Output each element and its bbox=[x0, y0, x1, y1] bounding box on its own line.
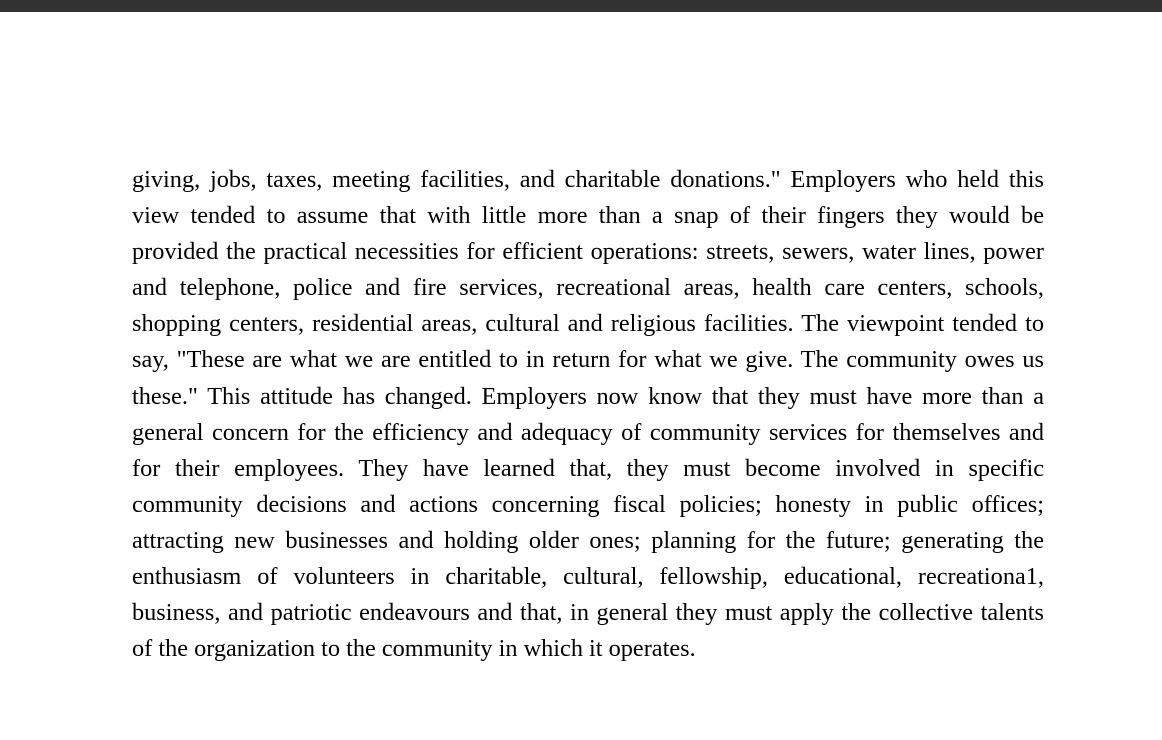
viewer-toolbar bbox=[0, 0, 1162, 12]
document-page bbox=[0, 12, 1162, 740]
body-paragraph: giving, jobs, taxes, meeting facilities, and charitable donations." Employers who held this view tended to assume that with little more than a snap of their fingers they would be provided the practical necessities for efficient operations: streets, sewers, water lines, power and telephone, police and fire services, recreational areas, health care centers, schools, shopping centers, residential areas, cultural and religious facilities. The viewpoint tended to say, "These are what we are entitled to in return for what we give. The community owes us these." This attitude has changed. Employers now know that they must have more than a general concern for the efficiency and adequacy of community services for themselves and for their employees. They have learned that, they must become involved in specific community decisions and actions concerning fiscal policies; honesty in public offices; attracting new businesses and holding older ones; planning for the future; generating the enthusiasm of volunteers in charitable, cultural, fellowship, educational, recreationa1, business, and patriotic endeavours and that, in general they must apply the collective talents of the organization to the community in which it operates. bbox=[132, 166, 1044, 663]
